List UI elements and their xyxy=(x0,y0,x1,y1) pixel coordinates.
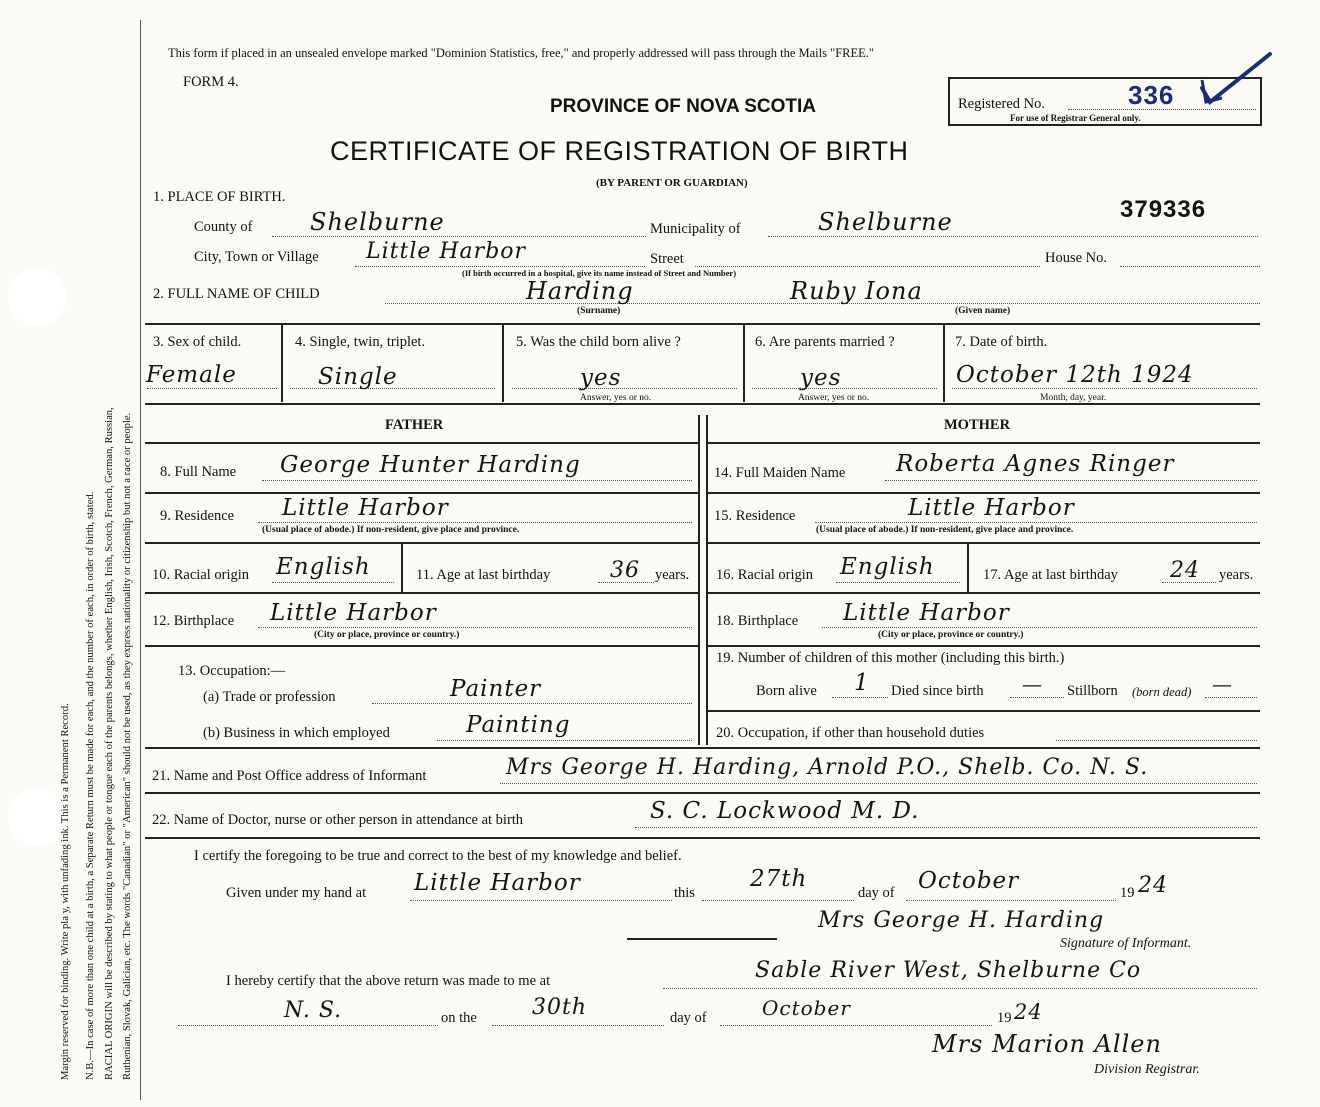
divider-5-6 xyxy=(743,325,745,402)
certification-day: 27th xyxy=(750,866,808,892)
municipality-value: Shelburne xyxy=(818,208,953,236)
registrar-place: Sable River West, Shelburne Co xyxy=(755,958,1142,983)
father-business: Painting xyxy=(466,712,571,738)
child-name-label: 2. FULL NAME OF CHILD xyxy=(153,286,320,302)
mother-children-label: 19. Number of children of this mother (including this birth.) xyxy=(716,650,1065,666)
margin-note-2: N.B.—In case of more than one child at a birth, a Separate Return must be made for each, and the number of each, in order of birth, stated. xyxy=(85,491,96,1080)
mother-birthplace-label: 18. Birthplace xyxy=(716,613,799,629)
child-given-name: Ruby Iona xyxy=(790,277,923,305)
certificate-title: CERTIFICATE OF REGISTRATION OF BIRTH xyxy=(330,136,909,166)
father-name: George Hunter Harding xyxy=(280,452,581,478)
born-alive-count: 1 xyxy=(854,670,870,696)
parents-married-value: yes xyxy=(800,365,842,391)
registrar-statement: I hereby certify that the above return was made to me at xyxy=(226,973,551,989)
answer-note-alive: Answer, yes or no. xyxy=(580,393,652,403)
registrar-day-line xyxy=(492,1025,664,1026)
rule-mother-14 xyxy=(708,492,1260,494)
rule-above-certification xyxy=(145,837,1260,839)
cert-separator-line xyxy=(627,938,777,940)
given-place-line xyxy=(410,900,672,901)
hospital-note: (If birth occurred in a hospital, give its name instead of Street and Number) xyxy=(462,268,737,278)
mother-racial-origin: English xyxy=(840,554,935,580)
registrar-place-line xyxy=(663,988,1257,989)
father-birthplace-label: 12. Birthplace xyxy=(152,613,235,629)
attendant-line xyxy=(635,827,1257,828)
street-label: Street xyxy=(650,251,684,267)
certification-year: 24 xyxy=(1138,873,1168,898)
cert-month-line xyxy=(906,900,1116,901)
registrar-signature: Mrs Marion Allen xyxy=(932,1030,1162,1058)
divider-3-4 xyxy=(281,325,283,402)
mother-years-label: years. xyxy=(1219,567,1254,583)
municipality-line xyxy=(768,236,1258,237)
divider-4-5 xyxy=(502,325,504,402)
sex-label: 3. Sex of child. xyxy=(153,334,242,350)
mother-occupation-label: 20. Occupation, if other than household duties xyxy=(716,725,985,741)
house-label: House No. xyxy=(1045,250,1108,266)
stillborn-note: (born dead) xyxy=(1132,685,1192,699)
mother-birthplace: Little Harbor xyxy=(843,600,1010,626)
division-registrar-label: Division Registrar. xyxy=(1094,1062,1200,1077)
stillborn-count: — xyxy=(1212,672,1233,696)
registrar-year-prefix: 19 xyxy=(997,1010,1012,1026)
attendant-value: S. C. Lockwood M. D. xyxy=(650,798,920,824)
born-alive-value: yes xyxy=(580,365,622,391)
divider-6-7 xyxy=(943,325,945,402)
registered-label: Registered No. xyxy=(958,96,1045,112)
registered-number: 336 xyxy=(1128,80,1175,110)
father-birthplace: Little Harbor xyxy=(270,600,437,626)
file-number: 379336 xyxy=(1120,196,1207,223)
mother-age-label: 17. Age at last birthday xyxy=(983,567,1118,583)
father-residence-line xyxy=(258,522,692,523)
mother-name-label: 14. Full Maiden Name xyxy=(714,465,846,481)
rule-above-attendant xyxy=(145,792,1260,794)
county-value: Shelburne xyxy=(310,208,445,236)
punch-hole-bottom xyxy=(8,788,66,846)
mother-residence-line xyxy=(815,522,1257,523)
father-abode-note: (Usual place of abode.) If non-resident, give place and province. xyxy=(262,525,520,535)
city-label: City, Town or Village xyxy=(194,249,319,265)
stillborn-line xyxy=(1205,697,1257,698)
given-name-note: (Given name) xyxy=(955,306,1011,316)
margin-note-1: Margin reserved for binding. Write pla y, with unfading ink. This is a Permanent Record. xyxy=(60,703,71,1080)
rule-father-8 xyxy=(145,492,698,494)
parent-column-divider-2 xyxy=(706,415,708,745)
informant-value: Mrs George H. Harding, Arnold P.O., Shelb. Co. N. S. xyxy=(506,755,1149,780)
father-trade-label: (a) Trade or profession xyxy=(203,689,336,705)
given-place: Little Harbor xyxy=(414,870,581,896)
rule-under-mother-heading xyxy=(708,442,1260,444)
plurality-label: 4. Single, twin, triplet. xyxy=(295,334,426,350)
father-business-line xyxy=(437,740,692,741)
died-since-birth-label: Died since birth xyxy=(891,683,984,699)
registrar-note: For use of Registrar General only. xyxy=(1010,113,1141,123)
child-surname: Harding xyxy=(526,277,634,305)
plurality-value: Single xyxy=(318,364,398,390)
born-alive-line xyxy=(512,388,737,389)
parents-married-line xyxy=(752,388,937,389)
died-since-birth-line xyxy=(1010,697,1064,698)
informant-label: 21. Name and Post Office address of Informant xyxy=(152,768,427,784)
mother-racial-line xyxy=(836,582,960,583)
rule-father-9 xyxy=(145,542,698,544)
rule-mother-15 xyxy=(708,542,1260,544)
father-residence-label: 9. Residence xyxy=(160,508,235,524)
municipality-label: Municipality of xyxy=(650,221,741,237)
cert-day-of-label: day of xyxy=(858,885,895,901)
rule-mother-19 xyxy=(708,710,1260,712)
father-residence: Little Harbor xyxy=(282,495,449,521)
mother-residence-label: 15. Residence xyxy=(714,508,796,524)
mother-residence: Little Harbor xyxy=(908,495,1075,521)
binding-margin-line xyxy=(140,20,141,1100)
city-line xyxy=(355,266,645,267)
father-racial-label: 10. Racial origin xyxy=(152,567,250,583)
date-of-birth-value: October 12th 1924 xyxy=(956,362,1194,388)
stillborn-label: Stillborn xyxy=(1067,683,1118,699)
registrar-on-the-label: on the xyxy=(441,1010,477,1026)
registrar-place-cont: N. S. xyxy=(284,998,343,1023)
date-note: Month, day, year. xyxy=(1040,393,1107,403)
rule-under-father-heading xyxy=(145,442,698,444)
father-name-label: 8. Full Name xyxy=(160,464,237,480)
mother-heading: MOTHER xyxy=(944,417,1011,433)
registrar-day-of-label: day of xyxy=(670,1010,707,1026)
rule-mother-18 xyxy=(708,645,1260,647)
father-age-label: 11. Age at last birthday xyxy=(416,567,551,583)
died-since-birth-count: — xyxy=(1022,672,1043,696)
attendant-label: 22. Name of Doctor, nurse or other person in attendance at birth xyxy=(152,812,524,828)
father-racial-origin: English xyxy=(276,554,371,580)
margin-note-4: Ruthenian, Slovak, Galician, etc. The words "Canadian" or "American" should not be used, as they express nationality or citizenship but not a race or people. xyxy=(122,412,133,1080)
date-of-birth-label: 7. Date of birth. xyxy=(955,334,1048,350)
this-label: this xyxy=(674,885,695,901)
rule-father-12 xyxy=(145,645,698,647)
born-alive-label: 5. Was the child born alive ? xyxy=(516,334,681,350)
sex-value: Female xyxy=(146,362,237,388)
county-label: County of xyxy=(194,219,253,235)
mother-city-note: (City or place, province or country.) xyxy=(878,630,1024,640)
mother-abode-note: (Usual place of abode.) If non-resident, give place and province. xyxy=(816,525,1074,535)
check-mark-icon xyxy=(1196,50,1276,110)
rule-above-parents xyxy=(145,403,1260,405)
answer-note-married: Answer, yes or no. xyxy=(798,393,870,403)
rule-above-items-3-7 xyxy=(145,323,1260,325)
certificate-subtitle: (BY PARENT OR GUARDIAN) xyxy=(596,177,748,189)
divider-father-10-11 xyxy=(401,544,403,592)
rule-father-10 xyxy=(145,592,698,594)
cert-day-line xyxy=(702,900,854,901)
province-heading: PROVINCE OF NOVA SCOTIA xyxy=(550,96,817,117)
surname-note: (Surname) xyxy=(577,306,621,316)
father-years-label: years. xyxy=(655,567,690,583)
father-heading: FATHER xyxy=(385,417,444,433)
county-line xyxy=(272,236,646,237)
mother-age: 24 xyxy=(1170,558,1200,583)
punch-hole-top xyxy=(8,268,66,326)
father-name-line xyxy=(262,480,692,481)
parent-column-divider xyxy=(698,415,700,745)
date-of-birth-line xyxy=(952,388,1257,389)
informant-signature-label: Signature of Informant. xyxy=(1060,936,1192,951)
born-alive-count-label: Born alive xyxy=(756,683,817,699)
mail-notice: This form if placed in an unsealed envelope marked "Dominion Statistics, free," and properly addressed will pass through the Mails "FREE." xyxy=(168,46,875,60)
mother-racial-label: 16. Racial origin xyxy=(716,567,814,583)
informant-signature: Mrs George H. Harding xyxy=(818,908,1105,933)
divider-mother-16-17 xyxy=(967,544,969,592)
father-racial-line xyxy=(272,582,394,583)
father-birthplace-line xyxy=(258,627,692,628)
father-city-note: (City or place, province or country.) xyxy=(314,630,460,640)
born-alive-count-line xyxy=(832,697,888,698)
given-under-hand-label: Given under my hand at xyxy=(226,885,367,901)
margin-note-3: RACIAL ORIGIN will be described by stating to what people or tongue each of the parents belongs, whether English, Irish, Scotch, French, German, Russian, xyxy=(104,407,115,1080)
place-heading: 1. PLACE OF BIRTH. xyxy=(153,189,286,205)
city-value: Little Harbor xyxy=(366,239,527,264)
father-business-label: (b) Business in which employed xyxy=(203,725,390,741)
certification-month: October xyxy=(918,868,1020,894)
mother-maiden-name: Roberta Agnes Ringer xyxy=(896,451,1175,477)
registrar-day: 30th xyxy=(532,995,588,1020)
registrar-month-line xyxy=(720,1025,992,1026)
mother-name-line xyxy=(885,480,1257,481)
registrar-month: October xyxy=(762,996,851,1020)
father-age: 36 xyxy=(610,558,640,583)
registrar-year: 24 xyxy=(1014,1000,1043,1024)
parents-married-label: 6. Are parents married ? xyxy=(755,334,895,350)
father-trade-line xyxy=(372,703,692,704)
rule-above-informant xyxy=(145,747,1260,749)
house-line xyxy=(1120,266,1260,267)
father-occupation-label: 13. Occupation:— xyxy=(178,663,286,679)
form-number: FORM 4. xyxy=(183,74,239,90)
mother-birthplace-line xyxy=(822,627,1257,628)
father-trade: Painter xyxy=(450,676,542,702)
cert-year-prefix: 19 xyxy=(1120,885,1135,901)
mother-occupation-line xyxy=(1056,740,1257,741)
street-line xyxy=(695,266,1040,267)
certification-statement: I certify the foregoing to be true and correct to the best of my knowledge and belief. xyxy=(194,848,682,864)
rule-mother-16 xyxy=(708,592,1260,594)
sex-line xyxy=(147,388,277,389)
registrar-place2-line xyxy=(178,1025,438,1026)
informant-line xyxy=(500,783,1257,784)
